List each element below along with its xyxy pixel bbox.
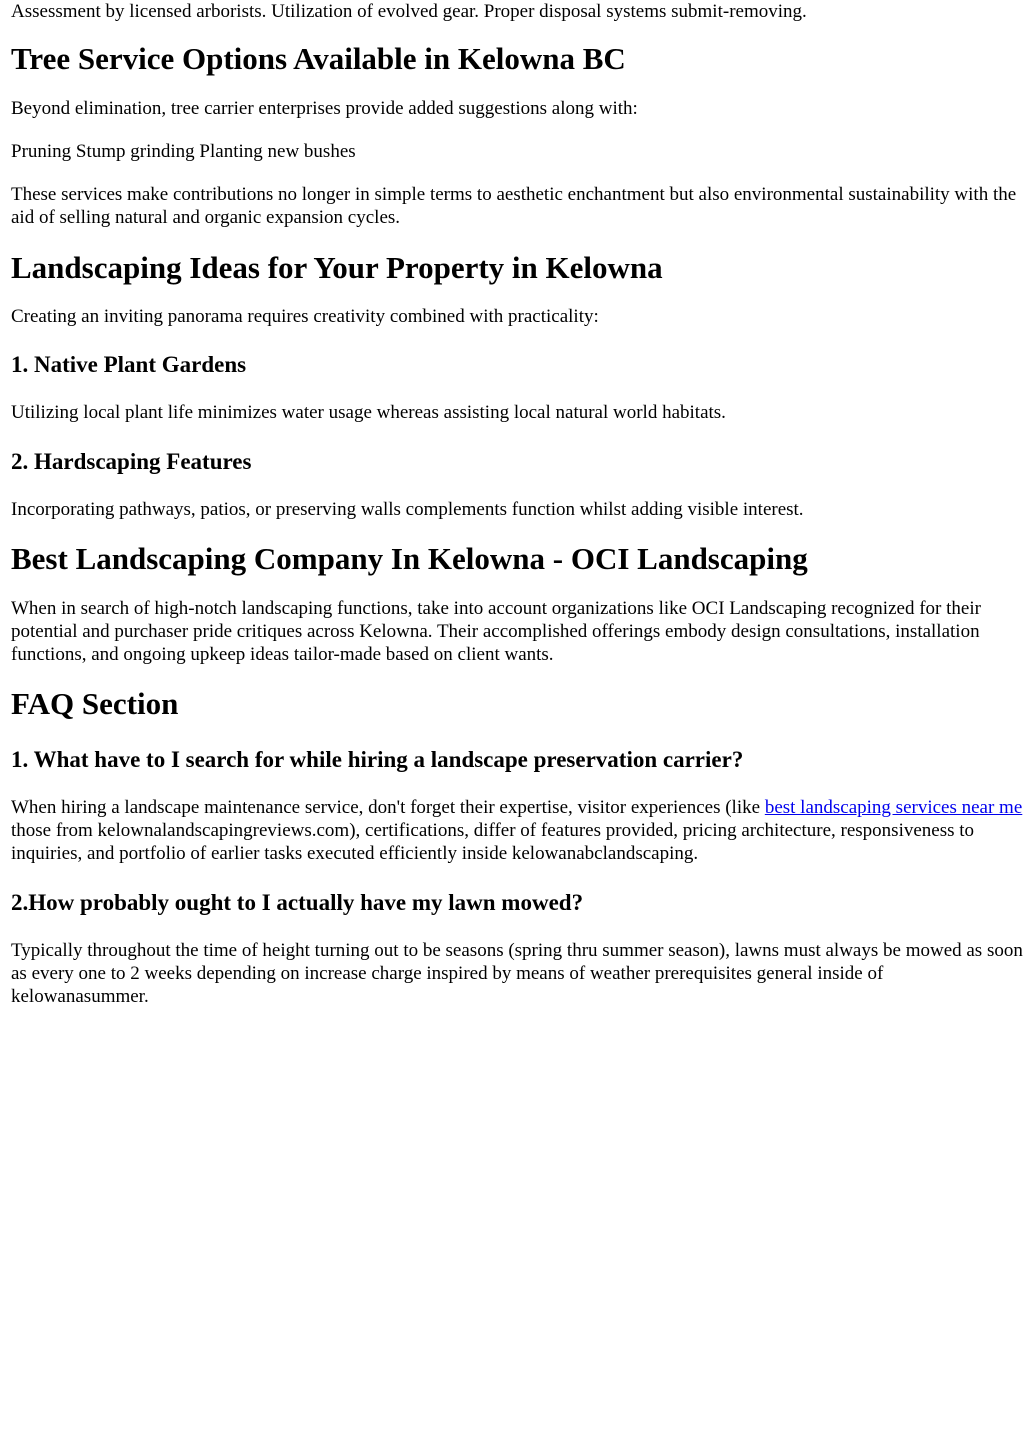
faq-question-1: 1. What have to I search for while hiring a landscape preservation carrier? — [11, 747, 744, 772]
tree-service-heading: Tree Service Options Available in Kelowna BC — [11, 41, 626, 76]
native-gardens-heading: 1. Native Plant Gardens — [11, 352, 247, 377]
best-landscaping-link[interactable]: best landscaping services near me — [764, 797, 1023, 818]
intro-paragraph: Assessment by licensed arborists. Utilization of evolved gear. Proper disposal systems submit-removing. — [11, 1, 807, 22]
hardscaping-heading: 2. Hardscaping Features — [11, 449, 252, 474]
faq-answer-2: Typically throughout the time of height turning out to be seasons (spring thru summer season), lawns must always be mowed as soon as every one to 2 weeks depending on increase charge inspired by means of weather prerequisites general inside of kelowanasummer. — [11, 940, 1023, 1007]
tree-service-intro: Beyond elimination, tree carrier enterprises provide added suggestions along with: — [11, 98, 638, 119]
native-gardens-text: Utilizing local plant life minimizes water usage whereas assisting local natural world habitats. — [11, 402, 726, 423]
faq-answer-1-start: When hiring a landscape maintenance service, don't forget their expertise, visitor experiences (like — [11, 797, 765, 818]
faq-answer-1 — [11, 796, 1024, 865]
tree-service-benefits: These services make contributions no longer in simple terms to aesthetic enchantment but also environmental sustainability with the aid of selling natural and organic expansion cycles. — [11, 184, 1017, 228]
landscaping-ideas-heading: Landscaping Ideas for Your Property in Kelowna — [11, 250, 663, 285]
hardscaping-text: Incorporating pathways, patios, or preserving walls complements function whilst adding visible interest. — [11, 499, 804, 520]
tree-service-list: Pruning Stump grinding Planting new bushes — [11, 141, 356, 162]
landscaping-ideas-intro: Creating an inviting panorama requires creativity combined with practicality: — [11, 306, 599, 327]
faq-question-2: 2.How probably ought to I actually have my lawn mowed? — [11, 890, 584, 915]
best-company-heading: Best Landscaping Company In Kelowna - OCI Landscaping — [11, 541, 808, 576]
faq-answer-1-end: those from kelownalandscapingreviews.com), certifications, differ of features provided, pricing architecture, responsiveness to inquiries, and portfolio of earlier tasks executed efficiently inside kelowanabclandscaping. — [11, 820, 975, 864]
best-company-text: When in search of high-notch landscaping functions, take into account organizations like OCI Landscaping recognized for their potential and purchaser pride critiques across Kelowna. Their accomplished offerings embody design consultations, installation functions, and ongoing upkeep ideas tailor-made based on client wants. — [11, 598, 981, 665]
faq-heading: FAQ Section — [11, 686, 179, 721]
